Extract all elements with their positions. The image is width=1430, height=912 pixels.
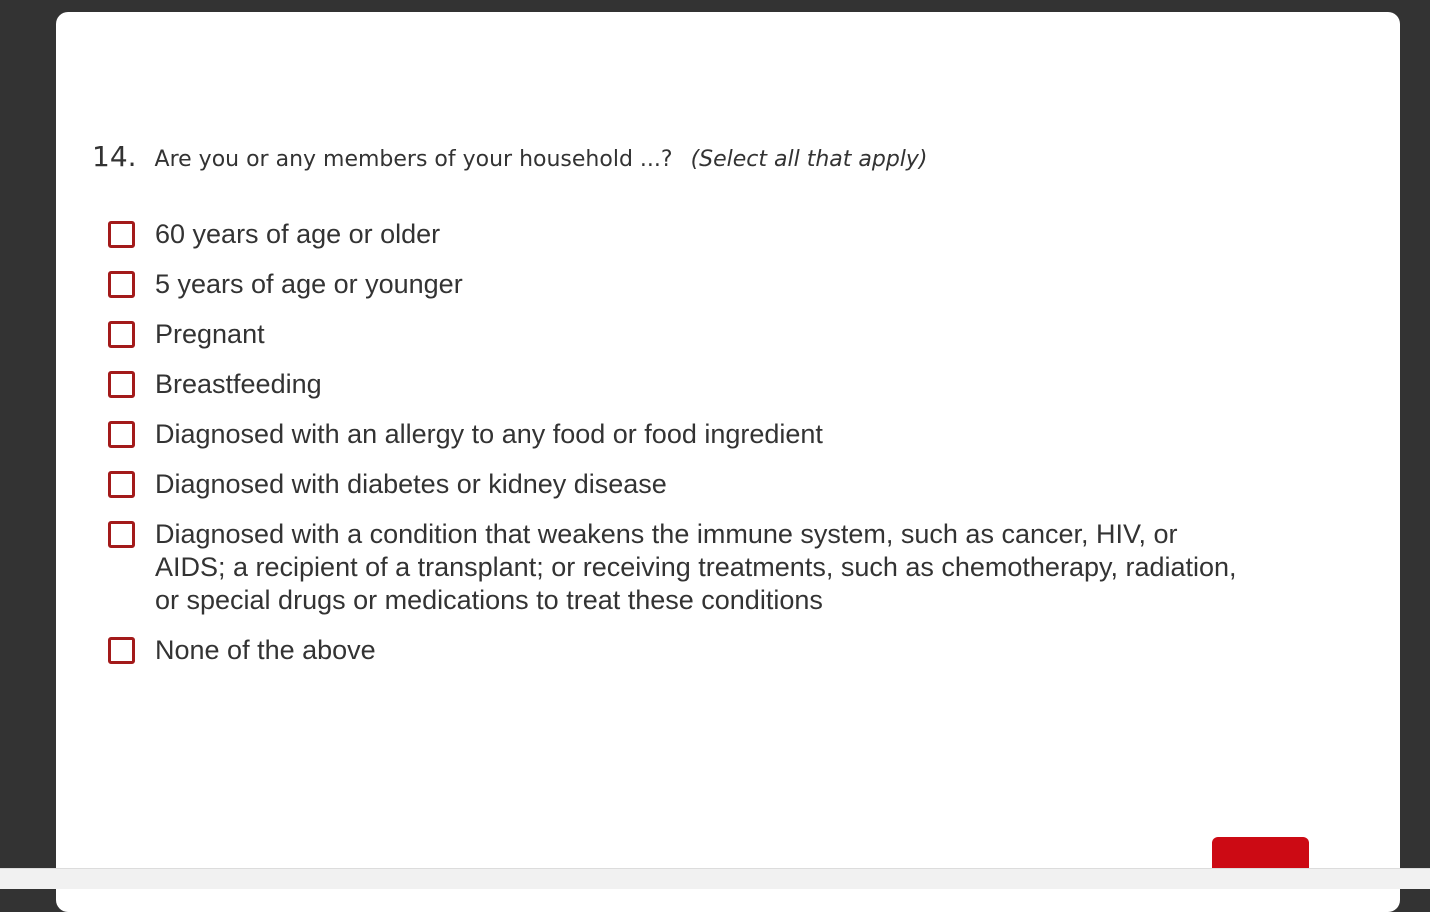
option-label: Diagnosed with diabetes or kidney disease bbox=[155, 469, 667, 499]
option-food-allergy[interactable] bbox=[108, 418, 1238, 451]
checkbox[interactable] bbox=[108, 637, 135, 664]
option-label: 5 years of age or younger bbox=[155, 269, 463, 299]
option-label: Diagnosed with a condition that weakens the immune system, such as cancer, HIV, or AIDS; a recipient of a transplant; or receiving treatments, such as chemotherapy, radiation, or special drugs or medications to treat these conditions bbox=[155, 519, 1237, 615]
option-pregnant[interactable] bbox=[108, 318, 1238, 351]
option-breastfeeding[interactable] bbox=[108, 368, 1238, 401]
options-list bbox=[108, 218, 1238, 684]
question-header bbox=[92, 140, 928, 173]
checkbox[interactable] bbox=[108, 521, 135, 548]
checkbox[interactable] bbox=[108, 271, 135, 298]
option-label: Breastfeeding bbox=[155, 369, 322, 399]
option-label: Diagnosed with an allergy to any food or food ingredient bbox=[155, 419, 823, 449]
option-label: 60 years of age or older bbox=[155, 219, 441, 249]
option-5-or-younger[interactable] bbox=[108, 268, 1238, 301]
option-none-of-the-above[interactable] bbox=[108, 634, 1238, 667]
checkbox[interactable] bbox=[108, 371, 135, 398]
option-label: Pregnant bbox=[155, 319, 265, 349]
option-label: None of the above bbox=[155, 635, 376, 665]
checkbox[interactable] bbox=[108, 471, 135, 498]
checkbox[interactable] bbox=[108, 421, 135, 448]
checkbox[interactable] bbox=[108, 321, 135, 348]
question-number: 14. bbox=[92, 140, 137, 173]
question-text: Are you or any members of your household ...? bbox=[154, 147, 673, 172]
checkbox[interactable] bbox=[108, 221, 135, 248]
question-hint: (Select all that apply) bbox=[690, 147, 928, 172]
option-diabetes-kidney[interactable] bbox=[108, 468, 1238, 501]
option-weakened-immune[interactable] bbox=[108, 518, 1238, 617]
survey-card bbox=[56, 12, 1400, 912]
bottom-bar bbox=[0, 868, 1430, 889]
option-60-or-older[interactable] bbox=[108, 218, 1238, 251]
